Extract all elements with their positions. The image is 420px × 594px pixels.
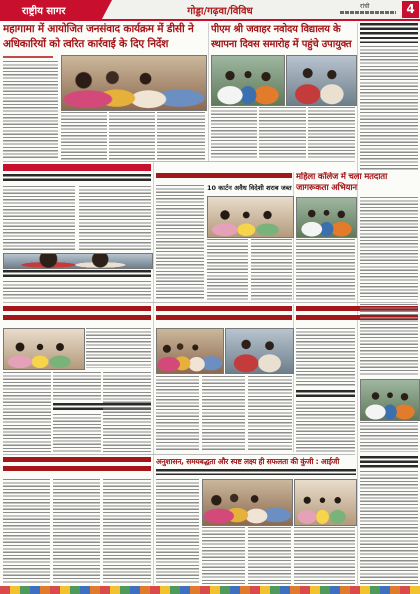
newspaper-name: राष्ट्रीय सागर [22,6,66,17]
news-photo [207,196,294,238]
section-divider [3,454,355,455]
article-text [296,401,355,452]
news-photo [211,55,285,106]
article-text [360,471,418,584]
footer-ad-strip [0,586,420,594]
article-text [259,107,306,160]
article-text [156,479,199,584]
article-text [207,239,248,300]
column-rule [208,23,209,161]
article-text [308,107,355,160]
lead-left-headline: महागामा में आयोजित जनसंवाद कार्यक्रम में डीसी ने अधिकारियों को त्वरित कार्रवाई के दिए निर्देश [3,23,194,50]
article-text [53,372,101,400]
brief-headline [3,174,151,183]
column-rule [357,23,358,585]
story-headline [3,457,151,475]
article-text [3,281,151,300]
article-text [3,61,58,160]
article-text [53,479,100,584]
dateline [340,11,396,14]
news-photo [3,328,85,370]
brief-headline [3,270,151,278]
news-photo [286,55,357,106]
article-text [202,376,245,452]
article-text [109,112,155,160]
news-photo [202,479,293,526]
brief-headline: 10 कार्टन अवैध विदेशी शराब जब्त [207,184,292,192]
article-text [3,372,51,452]
news-photo [296,197,357,238]
article-text [86,328,151,368]
article-text [360,46,418,170]
article-text [211,107,257,160]
article-text [157,112,205,160]
article-text [360,304,418,376]
article-text [103,479,151,584]
article-text [360,197,418,300]
article-text [248,376,292,452]
article-text [61,112,107,160]
article-text [3,479,50,584]
news-photo [61,55,207,111]
article-text [248,527,291,584]
article-text [251,239,292,300]
article-text [3,186,75,250]
article-text [360,422,418,452]
right-story-headline: महिला कॉलेज में चला मतदाता जागरूकता अभियान [296,172,388,193]
news-photo [3,253,153,269]
article-text [156,376,199,452]
section-divider [3,161,355,162]
side-story-headline [360,23,418,43]
briefs-label-band [3,164,151,171]
section-title: गोड्डा/गढ़वा/विविध [187,6,253,17]
news-photo [294,479,357,526]
article-text [296,328,355,386]
sub-headline [156,469,356,475]
column-rule [153,162,154,585]
news-photo [156,328,224,374]
lead-right-headline: पीएम श्री जवाहर नवोदय विद्यालय के स्थापना दिवस समारोह में पहुंचे उपायुक्त [211,24,352,50]
news-photo [360,379,420,421]
article-text [294,527,355,584]
brief-headline [296,390,355,398]
center-story-headline [156,173,292,181]
section-divider [3,302,417,303]
article-text [296,239,355,300]
column-rule [293,304,294,452]
side-story-headline [360,456,418,468]
edition-city: रांची [360,3,370,10]
news-photo [225,328,294,374]
article-text [79,186,151,250]
article-text [156,185,204,300]
story-headline [3,306,151,323]
byline [3,56,53,58]
story-headline [156,306,292,323]
bottom-center-headline: अनुशासन, समयबद्धता और स्पष्ट लक्ष्य ही सफलता की कुंजी : आईजी [156,457,340,466]
article-text [103,372,151,452]
page-number: 4 [402,1,419,18]
article-text [202,527,245,584]
article-text [53,414,101,452]
